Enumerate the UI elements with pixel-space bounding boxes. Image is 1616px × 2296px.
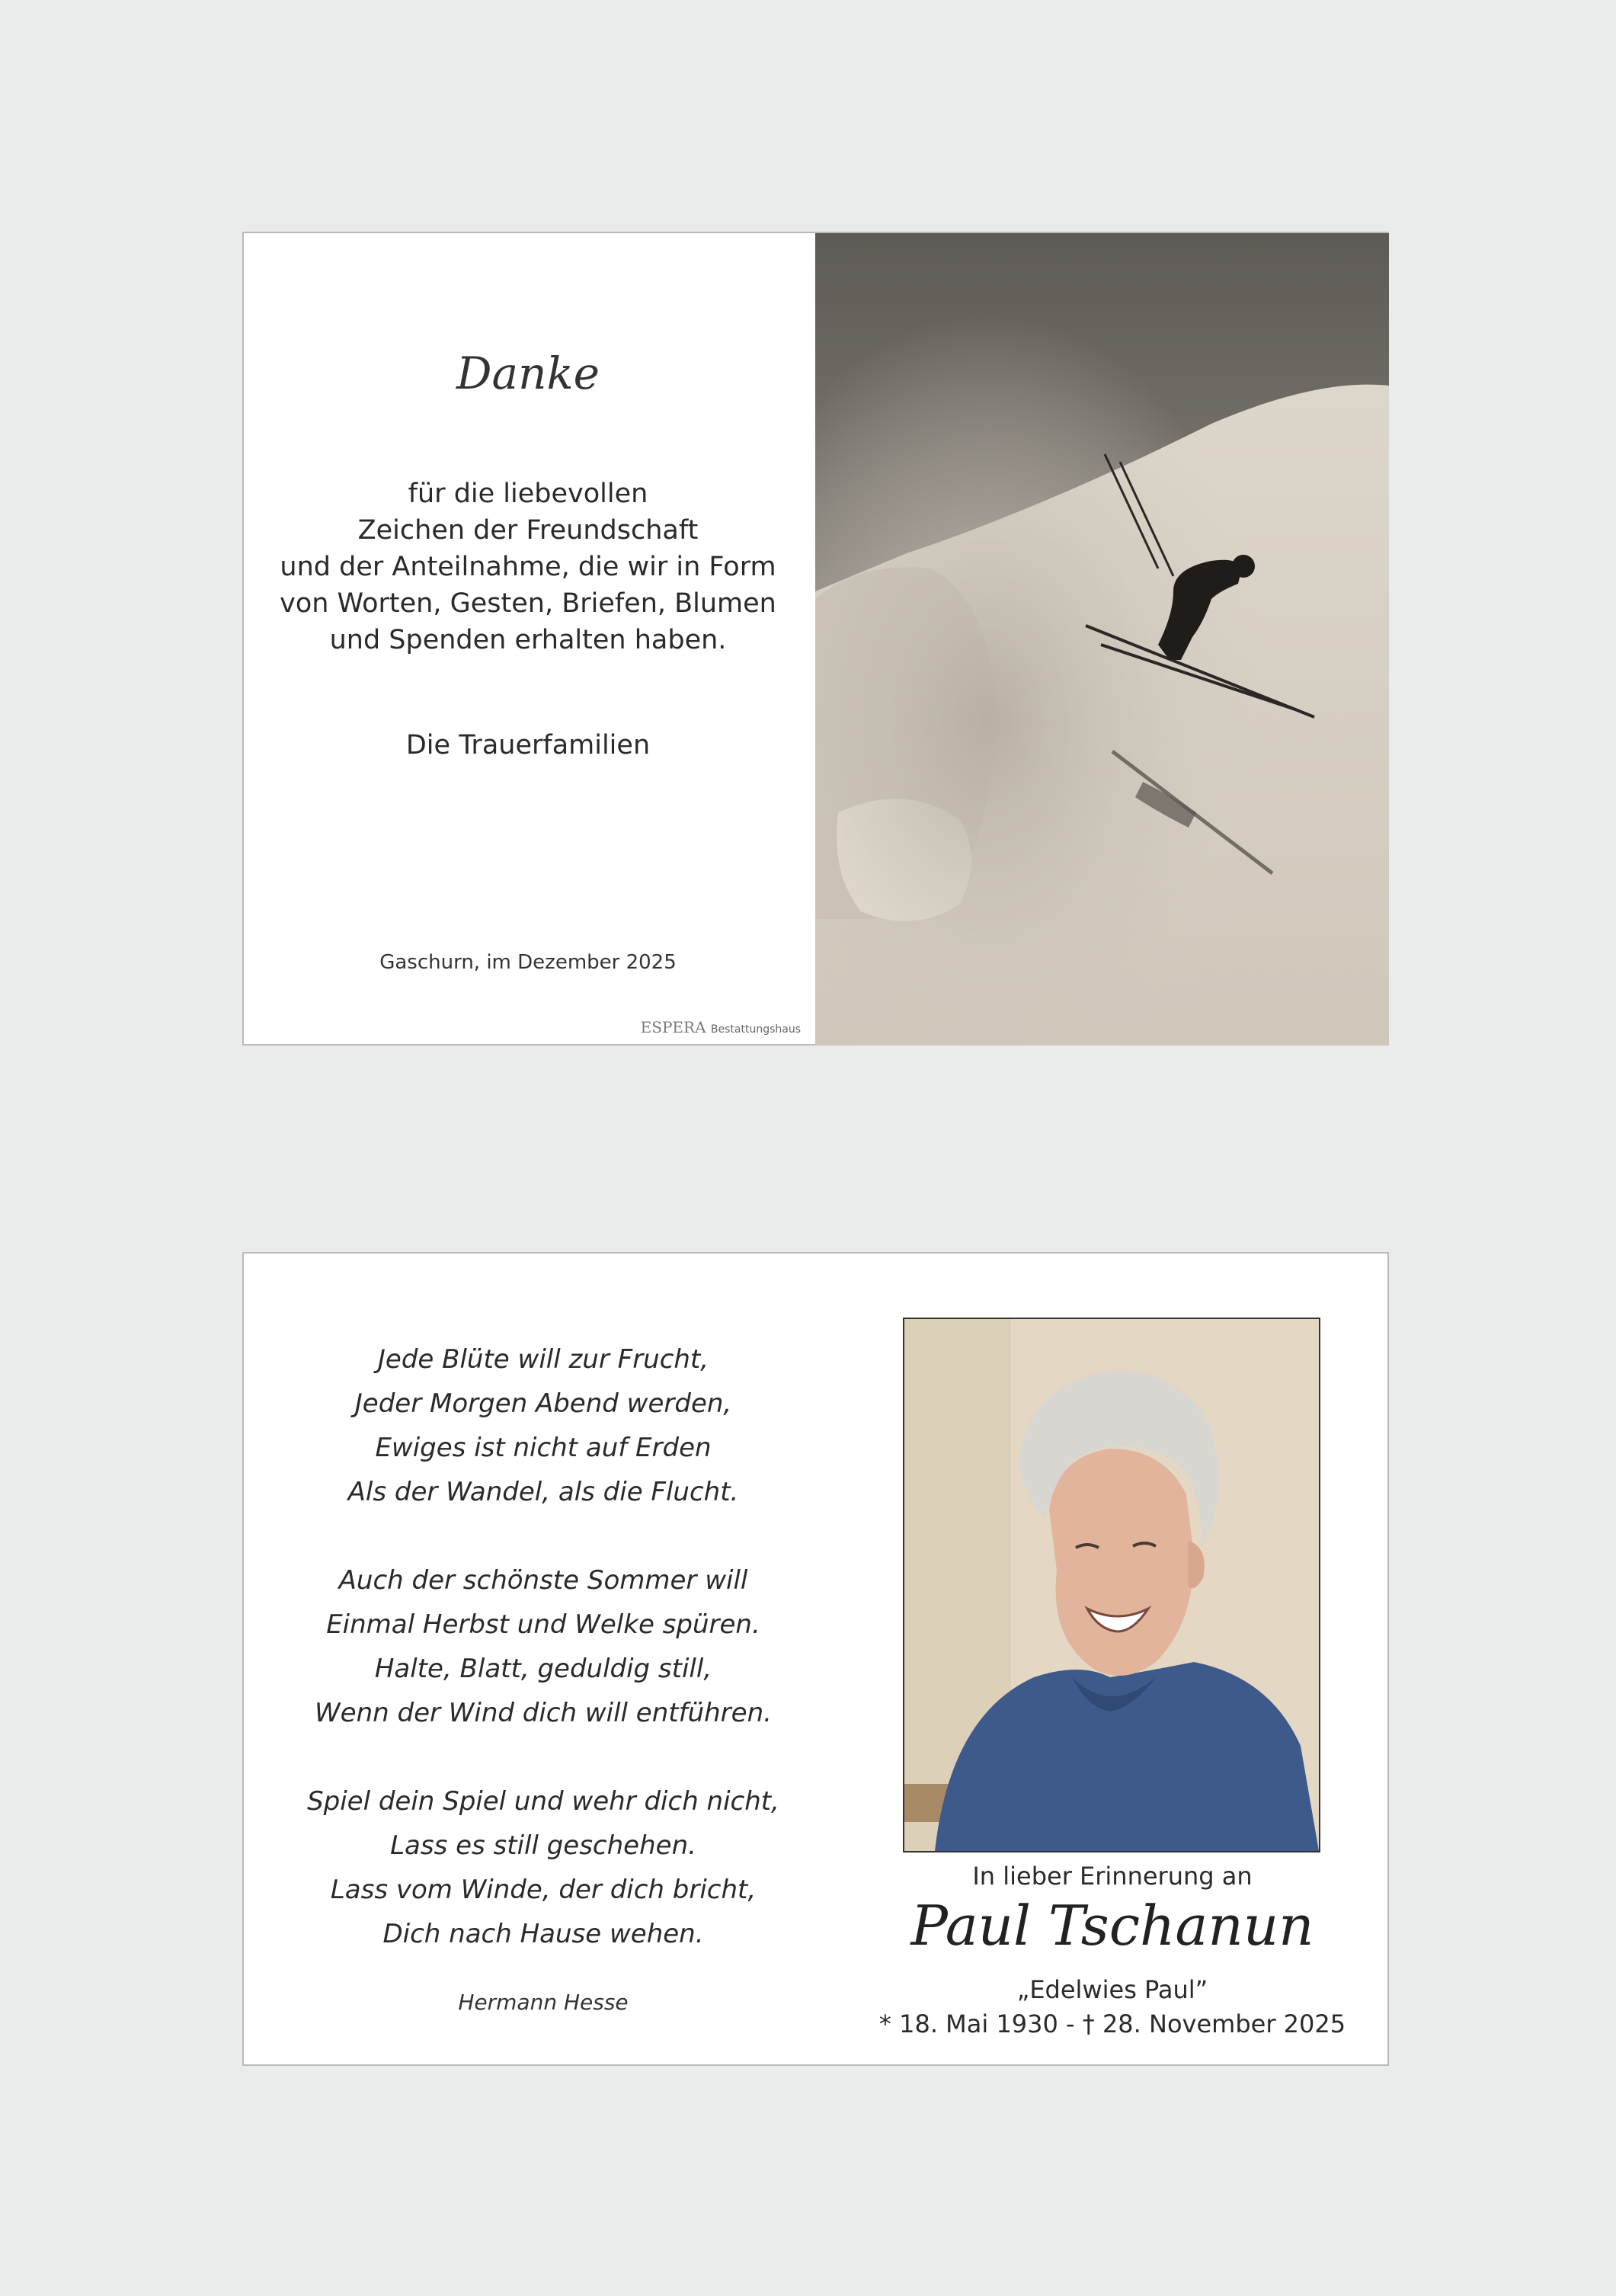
poem-stanza: [244, 1779, 843, 1956]
poem-line: Lass vom Winde, der dich bricht,: [330, 1875, 757, 1905]
brand-name: ESPERA: [640, 1018, 706, 1036]
poem-stanza: [244, 1337, 843, 1514]
poem-line: Jede Blüte will zur Frucht,: [377, 1344, 709, 1375]
place-date: Gaschurn, im Dezember 2025: [379, 951, 677, 974]
poem-line: Wenn der Wind dich will entführen.: [315, 1698, 772, 1728]
poem-line: Auch der schönste Sommer will: [338, 1565, 748, 1596]
poem-line: Als der Wandel, als die Flucht.: [347, 1477, 739, 1507]
brand-suffix: Bestattungshaus: [710, 1023, 801, 1036]
deceased-name: Paul Tschanun: [910, 1894, 1314, 1958]
poem: [244, 1337, 843, 2000]
poem-line: Jeder Morgen Abend werden,: [354, 1388, 732, 1419]
poem-line: Spiel dein Spiel und wehr dich nicht,: [307, 1786, 779, 1817]
poem-line: Dich nach Hause wehen.: [382, 1919, 704, 1949]
poem-stanza: [244, 1558, 843, 1735]
poem-line: Ewiges ist nicht auf Erden: [375, 1433, 712, 1463]
poem-line: Lass es still geschehen.: [390, 1830, 696, 1861]
poem-line: Halte, Blatt, geduldig still,: [374, 1654, 712, 1684]
life-dates: * 18. Mai 1930 - † 28. November 2025: [878, 2009, 1346, 2038]
signature: Die Trauerfamilien: [405, 730, 651, 761]
funeral-home-logo: [641, 1018, 801, 1036]
thank-you-card: [242, 232, 1389, 1046]
memory-line: In lieber Erinnerung an: [972, 1862, 1253, 1891]
portrait-photo: [903, 1318, 1320, 1852]
nickname: „Edelwies Paul”: [1016, 1975, 1208, 2004]
memorial-card: [242, 1252, 1389, 2066]
poem-line: Einmal Herbst und Welke spüren.: [326, 1609, 760, 1640]
thank-you-message: für die liebevollen Zeichen der Freundschaft und der Anteilnahme, die wir in Form von Worten, Gesten, Briefen, Blumen und Spenden erhalten haben.: [280, 479, 776, 655]
skier-photo: [815, 233, 1389, 1046]
thank-you-heading: Danke: [456, 347, 600, 399]
poem-author: Hermann Hesse: [458, 1990, 629, 2015]
